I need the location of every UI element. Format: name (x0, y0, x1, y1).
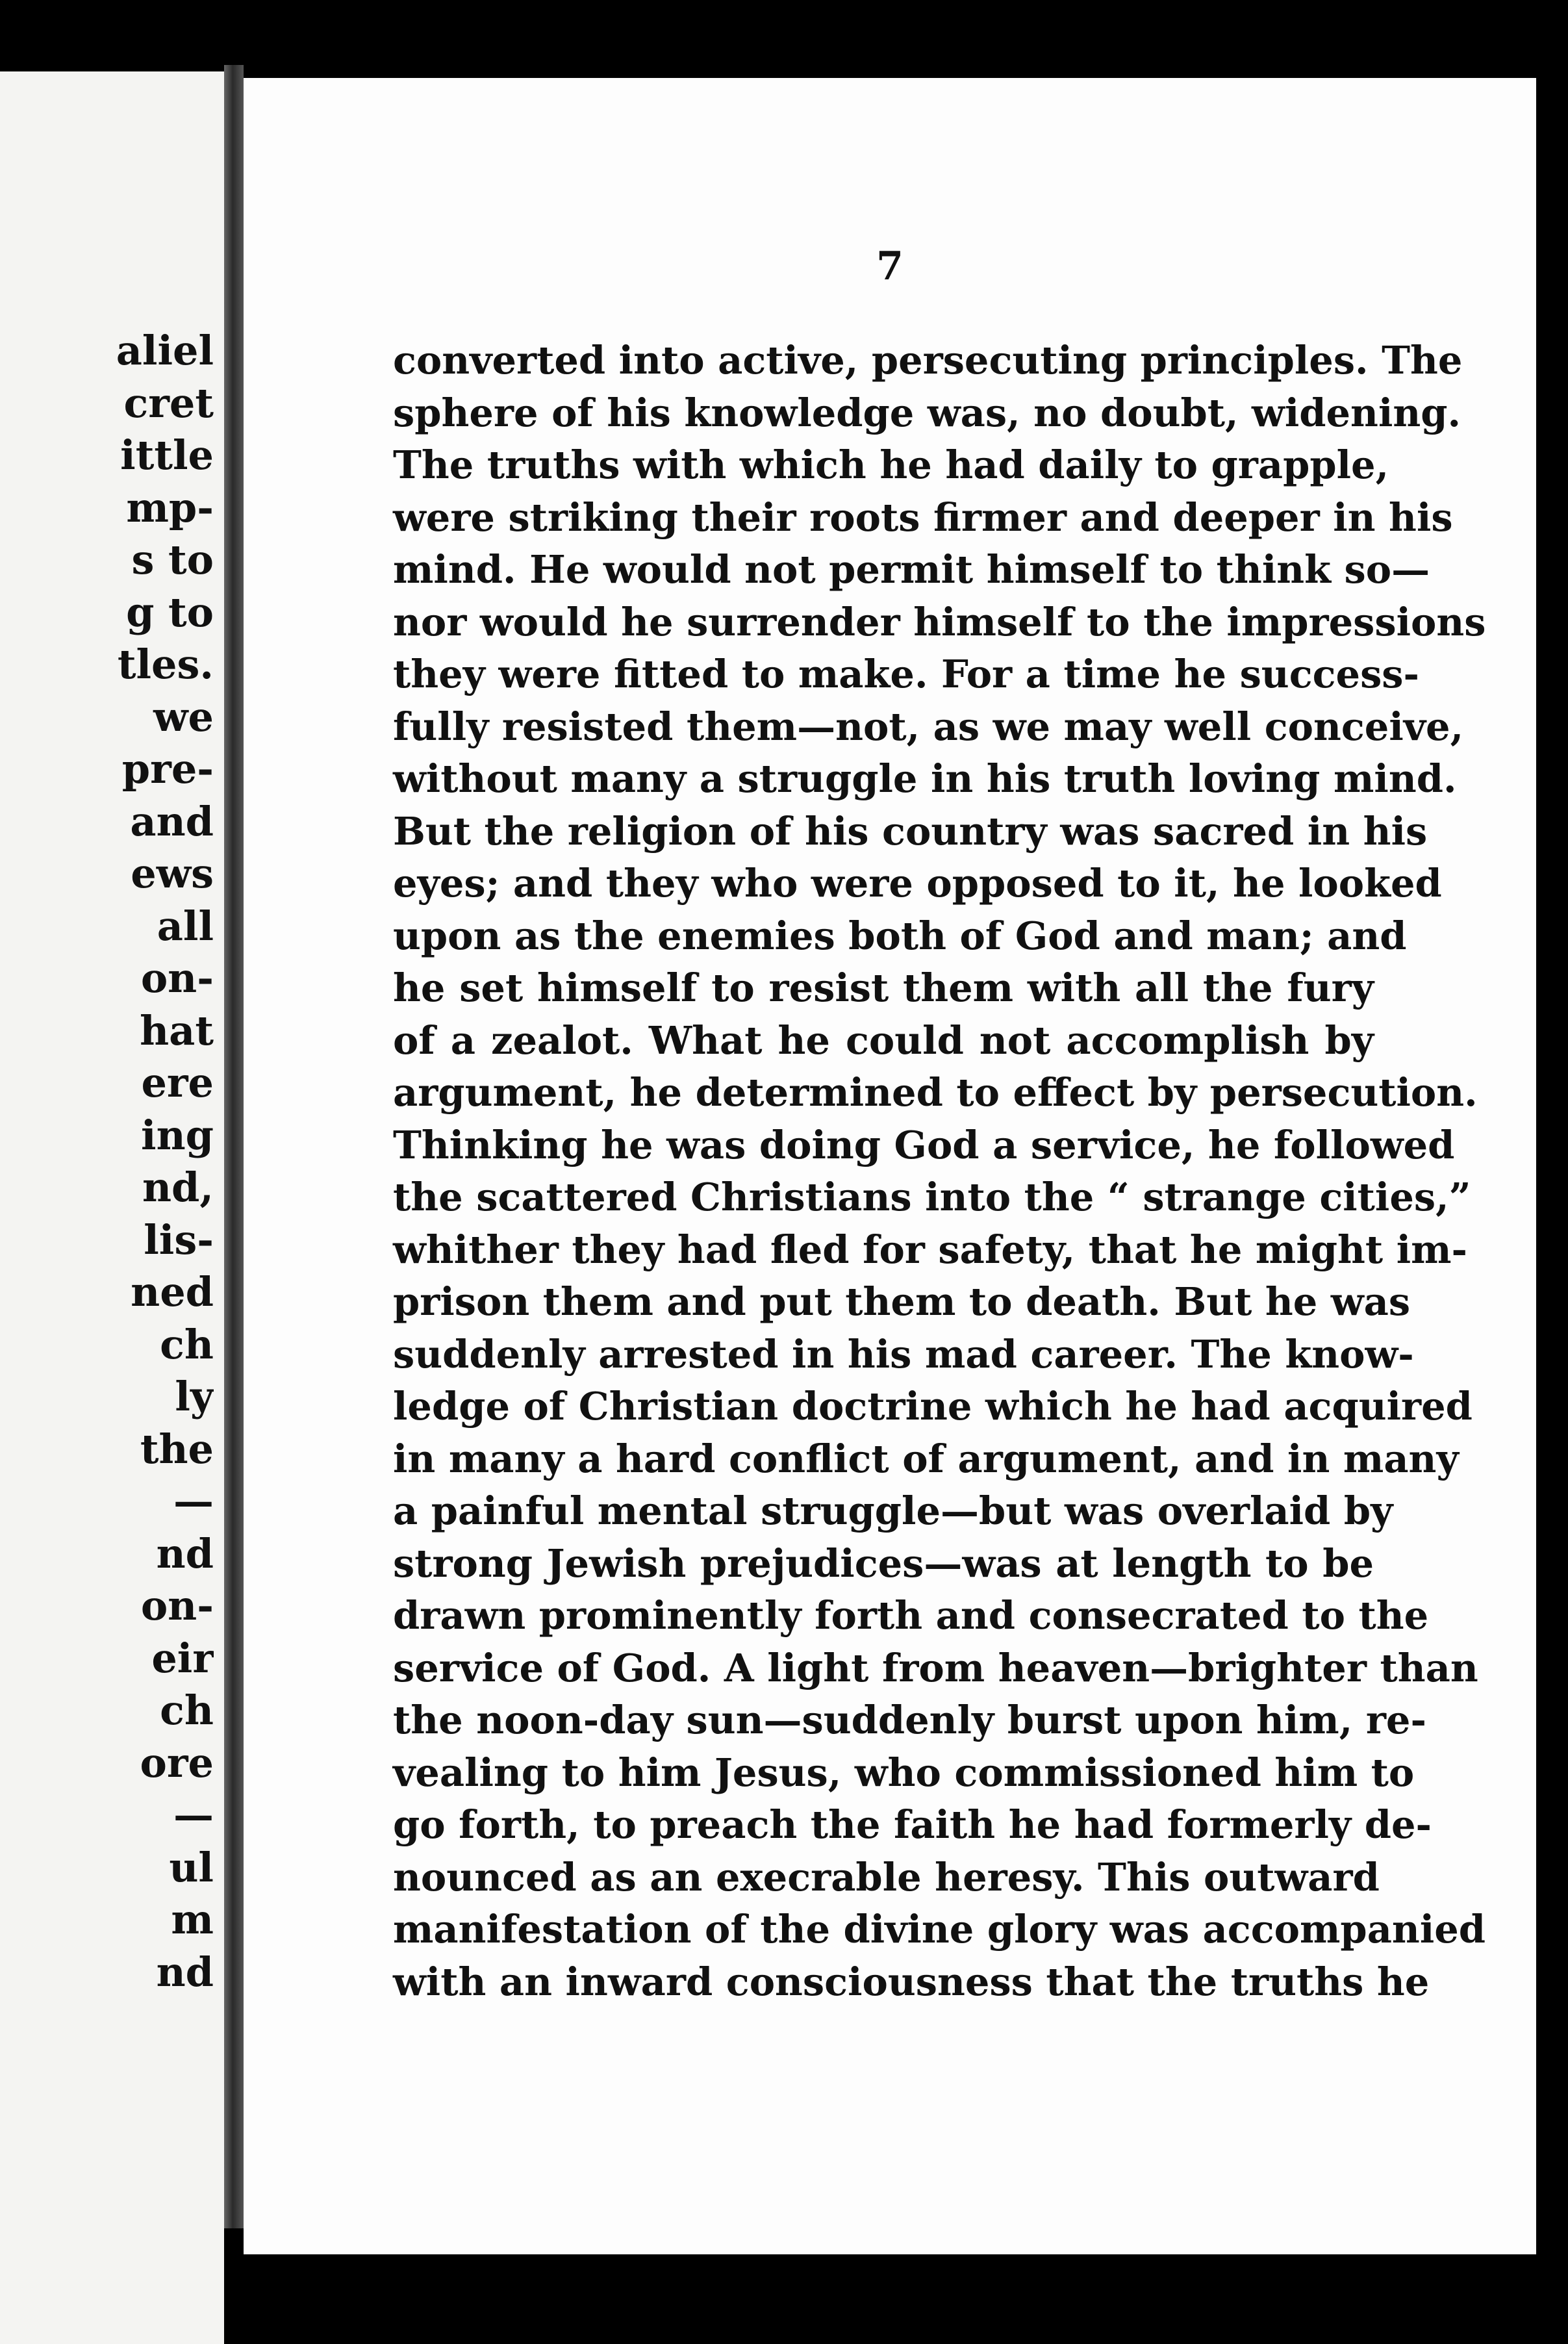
text-line: manifestation of the divine glory was accompanied (393, 1907, 1486, 1952)
text-line: suddenly arrested in his mad career. The know- (393, 1331, 1414, 1377)
body-text (393, 335, 1486, 2008)
left-fragment: and (130, 797, 214, 845)
left-fragment: all (157, 902, 214, 950)
text-line: eyes; and they who were opposed to it, he looked (393, 861, 1442, 906)
left-fragment: ittle (120, 431, 214, 479)
text-line: sphere of his knowledge was, no doubt, widening. (393, 390, 1461, 435)
text-line: fully resisted them—not, as we may well conceive, (393, 704, 1464, 749)
left-fragment: s to (131, 536, 214, 583)
left-page-text-fragments (0, 325, 214, 1998)
left-fragment: ch (160, 1320, 214, 1368)
text-line: prison them and put them to death. But he was (393, 1279, 1411, 1324)
text-line: go forth, to preach the faith he had formerly de- (393, 1802, 1432, 1847)
left-fragment: ere (141, 1059, 214, 1106)
text-line: with an inward consciousness that the truths he (393, 1959, 1430, 2004)
left-fragment: nd (156, 1529, 214, 1577)
book-gutter (224, 65, 244, 2228)
left-fragment: ore (140, 1739, 214, 1787)
text-line: the noon-day sun—suddenly burst upon him, re- (393, 1698, 1426, 1742)
page-number: 7 (876, 244, 904, 289)
left-fragment: on- (140, 954, 214, 1002)
main-page (244, 78, 1536, 2254)
left-fragment: ews (131, 850, 214, 897)
text-line: mind. He would not permit himself to think so— (393, 547, 1430, 592)
left-fragment: the (140, 1425, 214, 1473)
left-fragment: ch (160, 1687, 214, 1734)
text-line: drawn prominently forth and consecrated to the (393, 1593, 1429, 1638)
text-line: But the religion of his country was sacred in his (393, 808, 1428, 854)
text-line: whither they had fled for safety, that he might im- (393, 1227, 1468, 1272)
text-line: the scattered Christians into the “ strange cities,” (393, 1175, 1471, 1219)
text-line: ledge of Christian doctrine which he had acquired (393, 1384, 1473, 1429)
text-line: upon as the enemies both of God and man; and (393, 913, 1407, 958)
text-line: in many a hard conflict of argument, and in many (393, 1436, 1459, 1481)
left-fragment: ing (141, 1111, 214, 1159)
left-fragment: pre- (121, 745, 214, 793)
text-line: argument, he determined to effect by persecution. (393, 1070, 1478, 1115)
text-line: without many a struggle in his truth loving mind. (393, 756, 1457, 801)
text-line: nor would he surrender himself to the impressions (393, 599, 1486, 644)
text-line: The truths with which he had daily to grapple, (393, 442, 1389, 487)
text-line: of a zealot. What he could not accomplish by (393, 1017, 1374, 1063)
text-line: a painful mental struggle—but was overlaid by (393, 1488, 1393, 1533)
left-fragment: aliel (116, 327, 214, 374)
text-line: strong Jewish prejudices—was at length to be (393, 1540, 1374, 1586)
left-fragment: nd (156, 1948, 214, 1996)
left-fragment: eir (151, 1634, 214, 1682)
left-fragment: lis- (144, 1216, 214, 1264)
text-line: were striking their roots firmer and deeper in his (393, 494, 1453, 540)
left-fragment: tles. (117, 641, 214, 688)
left-facing-page (0, 71, 224, 2344)
left-fragment: — (173, 1477, 214, 1525)
text-line: service of God. A light from heaven—brighter than (393, 1645, 1478, 1690)
left-fragment: mp- (126, 483, 214, 531)
text-line: Thinking he was doing God a service, he followed (393, 1122, 1455, 1167)
text-line: converted into active, persecuting principles. The (393, 338, 1463, 383)
text-line: he set himself to resist them with all the fury (393, 965, 1374, 1010)
left-fragment: nd, (142, 1164, 214, 1211)
left-fragment: m (171, 1896, 214, 1943)
left-fragment: cret (123, 379, 214, 427)
left-fragment: g to (126, 588, 214, 636)
left-fragment: ul (169, 1843, 214, 1891)
left-fragment: — (173, 1791, 214, 1839)
text-line: vealing to him Jesus, who commissioned him to (393, 1750, 1415, 1795)
text-line: they were fitted to make. For a time he success- (393, 652, 1420, 696)
left-fragment: hat (140, 1006, 214, 1054)
left-fragment: we (153, 693, 214, 741)
left-fragment: ned (131, 1268, 214, 1316)
left-fragment: on- (140, 1582, 214, 1629)
text-line: nounced as an execrable heresy. This outward (393, 1854, 1380, 1900)
left-fragment: ly (175, 1373, 214, 1420)
